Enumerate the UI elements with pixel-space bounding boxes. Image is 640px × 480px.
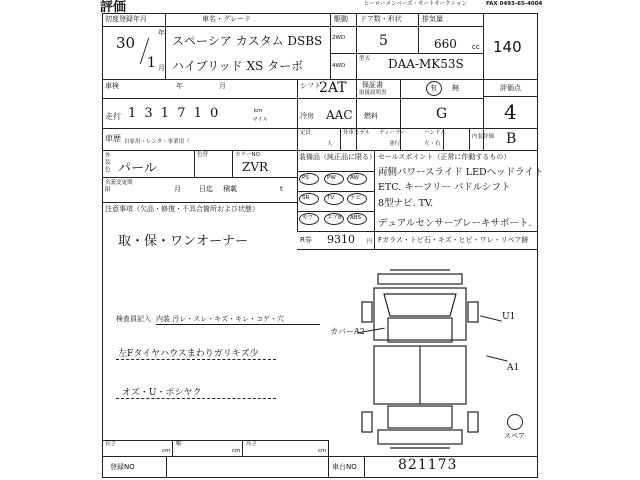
fixed-label: 定員 bbox=[300, 130, 312, 136]
spare-tire-icon bbox=[507, 414, 523, 430]
header-title-fragment: 評価 bbox=[100, 0, 127, 15]
drive-label: 駆動 bbox=[334, 15, 348, 23]
equipment-circle bbox=[324, 193, 344, 205]
person-label: 人 bbox=[327, 141, 333, 147]
history-label: 車歴 bbox=[105, 134, 121, 143]
history-options: 自家用・レンタ・事業用（ bbox=[124, 139, 190, 145]
equipment-circle bbox=[347, 213, 367, 225]
car-name-label: 車名・グレード bbox=[202, 15, 251, 23]
equipment-circle bbox=[347, 193, 367, 205]
color-value: パール bbox=[118, 161, 157, 176]
equipment-item: ABS bbox=[350, 215, 361, 221]
equipment-circle bbox=[324, 213, 344, 225]
model-type-label: 型式 bbox=[359, 56, 371, 62]
inspector-label: 検査員記入 bbox=[116, 315, 151, 323]
recycle-value: 9310 bbox=[327, 233, 355, 246]
score-label: 評価点 bbox=[500, 84, 521, 92]
equipment-item: AW bbox=[350, 175, 359, 181]
fuel-value: G bbox=[436, 106, 448, 122]
parallel-label: 並行 bbox=[389, 141, 401, 147]
shift-value: 2AT bbox=[319, 80, 347, 96]
height-label: 高さ bbox=[246, 441, 258, 447]
auction-sheet bbox=[100, 0, 544, 478]
yen-label: 円 bbox=[367, 239, 373, 245]
doors-value: 5 bbox=[379, 33, 388, 49]
sales-point-3: 8型ナビ. TV. bbox=[378, 198, 434, 209]
twowd-label: 2WD bbox=[332, 35, 346, 41]
warranty-label: 保証書 bbox=[362, 81, 383, 89]
sales-point-2: ETC. キーフリー パドルシフト bbox=[378, 182, 511, 193]
equipment-circle bbox=[347, 173, 367, 185]
diagram-mark-3: A1 bbox=[507, 363, 520, 373]
car-diagram bbox=[350, 262, 490, 462]
width-label: 幅 bbox=[176, 441, 182, 447]
sales-point-1: 両側パワースライド LEDヘッドライト bbox=[378, 167, 544, 178]
car-name-value: スペーシア カスタム DSBS bbox=[172, 34, 323, 48]
ac-label: 冷房 bbox=[300, 112, 314, 120]
import-model-label: 外車モデル bbox=[343, 130, 371, 136]
door-shape-label: ドア数・形状 bbox=[360, 15, 402, 23]
frame-no-value: 821173 bbox=[398, 457, 458, 473]
model-code-value: DAA-MK53S bbox=[388, 57, 464, 71]
interior-value: B bbox=[506, 131, 517, 147]
shaken-month-label: 月 bbox=[219, 82, 226, 90]
trim-label: 積載 bbox=[223, 185, 237, 193]
left-right-label: 左・右 bbox=[424, 141, 441, 147]
score-value: 4 bbox=[504, 100, 517, 124]
deadline-day-label: 日迄 bbox=[199, 185, 213, 193]
year-unit-label: 年 bbox=[158, 29, 165, 37]
interior-label: 内装評価 bbox=[472, 134, 495, 140]
height-unit: cm bbox=[318, 448, 327, 454]
ton-label: t bbox=[280, 185, 283, 193]
width-unit: cm bbox=[232, 448, 241, 454]
deadline-month-label: 月 bbox=[174, 185, 181, 193]
color-no-label: カラーNO bbox=[235, 152, 260, 158]
cc-label: cc bbox=[472, 43, 480, 51]
displacement-label: 排気量 bbox=[422, 15, 443, 23]
sales-point-4: デュアルセンサーブレーキサポート. bbox=[378, 218, 532, 229]
shift-label: シフト bbox=[300, 82, 321, 90]
length-label: 長さ bbox=[105, 441, 117, 447]
equipment-item: カワ bbox=[302, 215, 314, 221]
equipment-item: TV bbox=[327, 195, 335, 201]
ac-value: AAC bbox=[326, 108, 353, 122]
shaken-year-label: 年 bbox=[176, 82, 183, 90]
equipment-circle bbox=[299, 213, 319, 225]
grade-value: ハイブリッド XS ターボ bbox=[172, 59, 304, 73]
color-change-label: 色替 bbox=[197, 152, 209, 158]
notes-title: 注意事項（欠品・修復・不具合箇所および状態） bbox=[105, 205, 259, 213]
displacement-value: 660 bbox=[434, 37, 457, 51]
equipment-label: 装備品（純正品に限る） bbox=[299, 153, 376, 161]
fourwd-label: 4WD bbox=[332, 63, 346, 69]
inspector-options: 内装 汚レ・スレ・キズ・キレ・コゲ・穴 bbox=[156, 315, 285, 323]
warranty-yes-circle bbox=[426, 81, 442, 96]
warranty-no: 無 bbox=[452, 84, 459, 92]
equipment-item: PW bbox=[327, 175, 336, 181]
header-company-line: ヒーローメンバーズ・オートオークション bbox=[364, 1, 468, 7]
glass-line: Fガラス・トビ石・キズ・ヒビ・ワレ・リペア跡 bbox=[378, 236, 529, 244]
recycle-label: R券 bbox=[300, 236, 312, 244]
equipment-circle bbox=[299, 193, 319, 205]
notes-value: 取・保・ワンオーナー bbox=[118, 234, 249, 249]
mileage-value: 1 3 1 7 1 0 bbox=[128, 106, 221, 121]
month-value: 1 bbox=[147, 55, 156, 71]
mile-label: マイル bbox=[252, 117, 269, 123]
equipment-item: ナビ bbox=[350, 195, 362, 201]
mileage-label: 走行 bbox=[105, 112, 121, 121]
color-code-value: ZVR bbox=[242, 160, 269, 174]
equipment-item: エアB bbox=[327, 215, 342, 221]
dealer-label: ディーラー bbox=[379, 130, 407, 136]
spare-label: スペア bbox=[504, 432, 525, 440]
frame-no-label: 車台NO bbox=[332, 463, 357, 471]
length-unit: cm bbox=[162, 448, 171, 454]
fuel-label: 燃料 bbox=[364, 112, 378, 120]
handle-label: ハンドル bbox=[424, 130, 447, 136]
equipment-item: SR bbox=[302, 195, 310, 201]
first-reg-label: 初度登録年月 bbox=[105, 15, 147, 23]
equipment-circle bbox=[299, 173, 319, 185]
shaken-label: 車検 bbox=[105, 82, 119, 90]
year-value: 30 bbox=[116, 34, 136, 52]
name-change-deadline-label: 名義変更期限 bbox=[105, 180, 133, 193]
equipment-item: PS bbox=[302, 175, 309, 181]
diagram-mark-1: カバーA2 bbox=[330, 327, 365, 336]
header-fax: FAX 0493-65-4004 bbox=[486, 1, 543, 7]
exterior-color-label: 外装色 bbox=[105, 153, 111, 173]
sales-points-label: セールスポイント（正常に作動するもの） bbox=[378, 153, 511, 161]
diagram-mark-2: U1 bbox=[502, 312, 516, 322]
inspector-note-2: オズ・U・ポシヤク bbox=[122, 388, 202, 398]
month-unit-label: 月 bbox=[158, 64, 165, 72]
inspector-note-1: 左Fタイヤハウスまわりガリキズ少 bbox=[118, 349, 259, 359]
warranty-sub-label: 取扱説明書 bbox=[359, 90, 387, 96]
lot-number: 140 bbox=[493, 38, 522, 56]
equipment-circle bbox=[324, 173, 344, 185]
km-label: km bbox=[254, 108, 263, 114]
warranty-yes: 有 bbox=[430, 84, 437, 92]
reg-no-label: 登録NO bbox=[110, 463, 135, 471]
